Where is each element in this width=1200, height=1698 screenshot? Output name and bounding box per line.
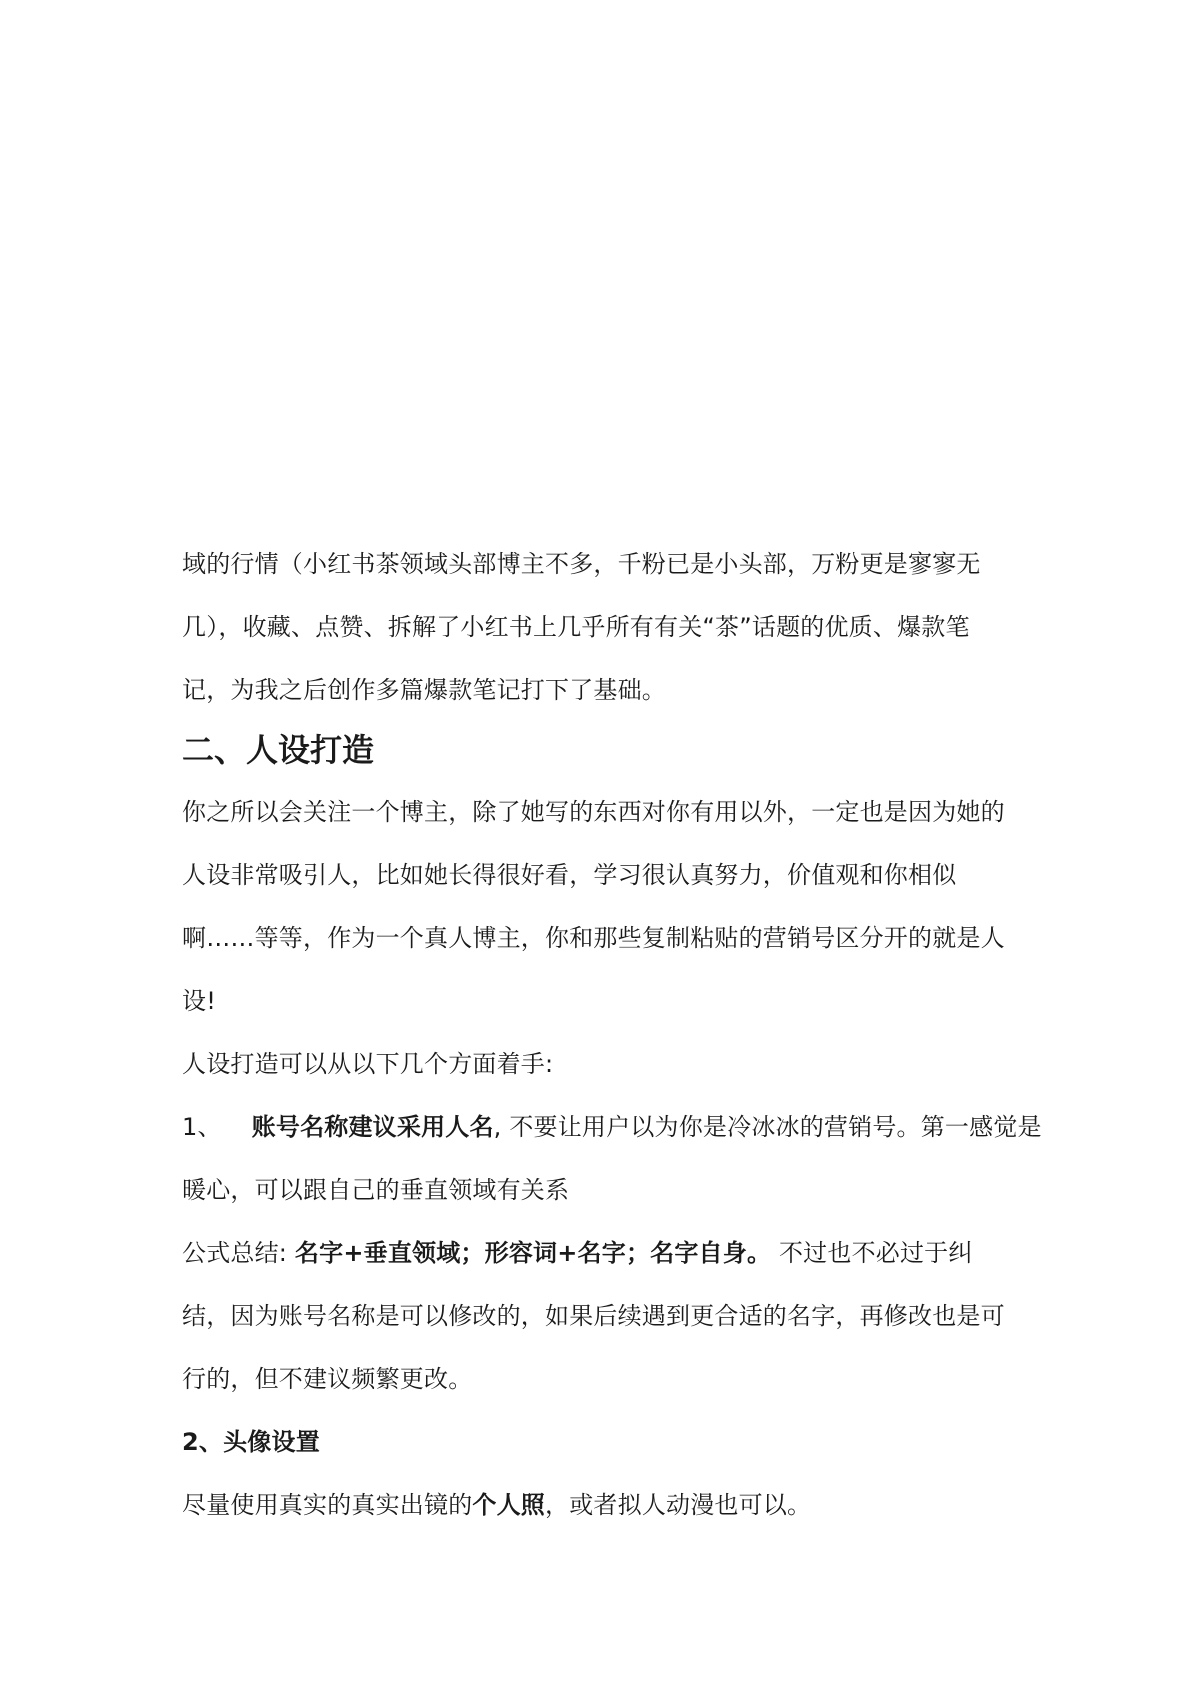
section-heading: 二、人设打造: [182, 731, 375, 769]
item1-number: 1、: [182, 1113, 222, 1141]
para2-line4: 设!: [182, 987, 217, 1015]
para1-line3: 记，为我之后创作多篇爆款笔记打下了基础。: [182, 676, 666, 704]
formula-line3: 行的，但不建议频繁更改。: [182, 1365, 473, 1393]
item1-line1: [182, 1111, 1042, 1143]
para1-line2: 几），收藏、点赞、拆解了小红书上几乎所有有关“茶”话题的优质、爆款笔: [182, 613, 970, 641]
item2-bold: 个人照: [472, 1491, 546, 1519]
item2-heading: 2、头像设置: [182, 1428, 320, 1456]
formula-rest: 不过也不必过于纠: [771, 1239, 973, 1267]
formula-line2: 结，因为账号名称是可以修改的，如果后续遇到更合适的名字，再修改也是可: [182, 1302, 1005, 1330]
formula-label: 公式总结:: [182, 1239, 295, 1267]
formula-line1: [182, 1237, 1042, 1269]
item2-pre: 尽量使用真实的真实出镜的: [182, 1491, 473, 1519]
formula-bold: 名字+垂直领域；形容词+名字；名字自身。: [294, 1239, 772, 1267]
item2-post: ，或者拟人动漫也可以。: [545, 1491, 812, 1519]
para2-line2: 人设非常吸引人，比如她长得很好看，学习很认真努力，价值观和你相似: [182, 861, 957, 889]
item2-line: [182, 1489, 1042, 1521]
para3-intro: 人设打造可以从以下几个方面着手:: [182, 1050, 554, 1078]
item1-rest: , 不要让用户以为你是冷冰冰的营销号。第一感觉是: [493, 1113, 1042, 1141]
para1-line1: 域的行情（小红书茶领域头部博主不多，千粉已是小头部，万粉更是寥寥无: [182, 550, 981, 578]
para2-line1: 你之所以会关注一个博主，除了她写的东西对你有用以外，一定也是因为她的: [182, 798, 1005, 826]
item1-line2: 暖心，可以跟自己的垂直领域有关系: [182, 1176, 570, 1204]
item1-bold: 账号名称建议采用人名: [251, 1113, 494, 1141]
para2-line3: 啊……等等，作为一个真人博主，你和那些复制粘贴的营销号区分开的就是人: [182, 924, 1005, 952]
